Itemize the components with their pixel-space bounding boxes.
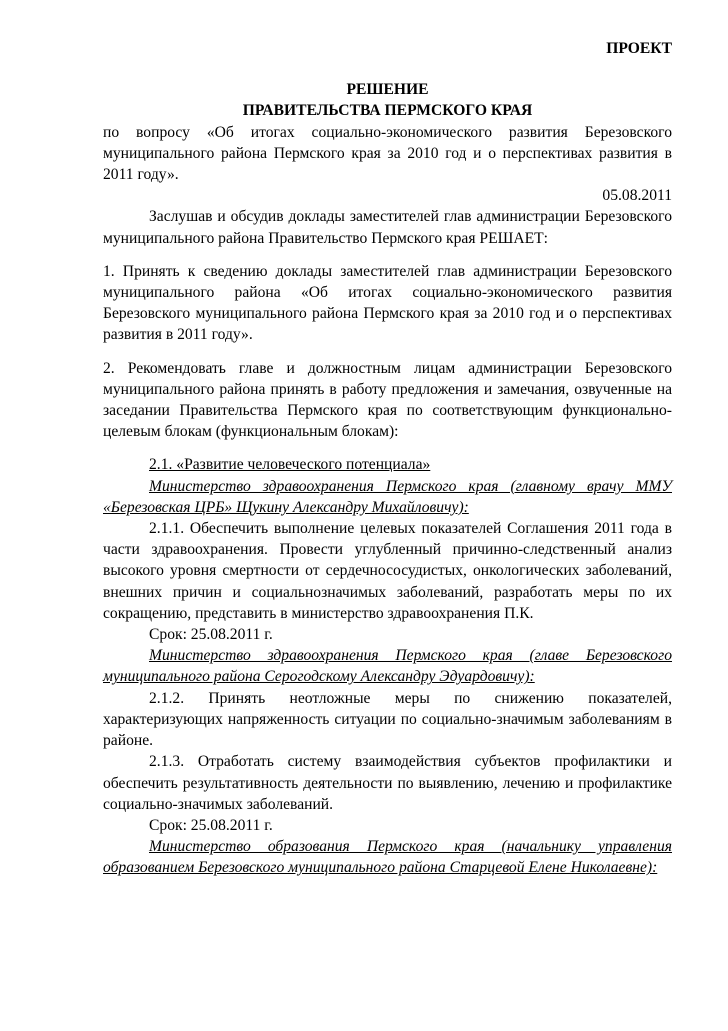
addressee-education-ministry: Министерство образования Пермского края (начальнику управления образованием Березовского муниципального района Старцевой Елене Николаевне): bbox=[103, 838, 672, 877]
item-1: 1. Принять к сведению доклады заместителей глав администрации Березовского муниципального района «Об итогах социально-экономического развития Березовского муниципального района Пермского края за 2010 год и о перспективах развития в 2011 году». bbox=[103, 262, 672, 344]
deadline-1: Срок: 25.08.2011 г. bbox=[149, 626, 273, 644]
draft-label: ПРОЕКТ bbox=[606, 40, 672, 57]
addressee-health-ministry-crb: Министерство здравоохранения Пермского края (главному врачу ММУ «Березовская ЦРБ» Щукину Александру Михайловичу): bbox=[103, 477, 672, 516]
item-2-1-1: 2.1.1. Обеспечить выполнение целевых показателей Соглашения 2011 года в части здравоохранения. Провести углубленный причинно-следственный анализ высокого уровня смертности от сердечнососудистых, онкологических заболеваний, внешних причин и социальнозначимых заболеваний, разработать меры по их сокращению, представить в министерство здравоохранения П.К. bbox=[103, 520, 672, 622]
deadline-2: Срок: 25.08.2011 г. bbox=[149, 816, 273, 834]
title-line-1: РЕШЕНИЕ bbox=[346, 81, 429, 99]
preamble: Заслушав и обсудив доклады заместителей глав администрации Березовского муниципального района Правительство Пермского края РЕШАЕТ: bbox=[103, 208, 672, 247]
addressee-health-ministry-head: Министерство здравоохранения Пермского края (главе Березовского муниципального района Серогодскому Александру Эдуардовичу): bbox=[103, 647, 672, 686]
decision-date: 05.08.2011 bbox=[602, 187, 672, 205]
item-2-1-3: 2.1.3. Отработать систему взаимодействия субъектов профилактики и обеспечить результативность деятельности по выявлению, лечению и профилактике социально-значимых заболеваний. bbox=[103, 753, 672, 813]
section-2-1-heading: 2.1. «Развитие человеческого потенциала» bbox=[149, 456, 431, 474]
item-2-1-2: 2.1.2. Принять неотложные меры по снижению показателей, характеризующих напряженность ситуации по социально-значимым заболеваниям в районе. bbox=[103, 689, 672, 750]
title-line-2: ПРАВИТЕЛЬСТВА ПЕРМСКОГО КРАЯ bbox=[242, 102, 533, 120]
item-2: 2. Рекомендовать главе и должностным лицам администрации Березовского муниципального района принять в работу предложения и замечания, озвученные на заседании Правительства Пермского края по соответствующим функционально-целевым блокам (функциональным блокам): bbox=[103, 359, 672, 441]
decision-subject: по вопросу «Об итогах социально-экономического развития Березовского муниципального района Пермского края за 2010 год и о перспективах развития в 2011 году». bbox=[103, 123, 672, 184]
